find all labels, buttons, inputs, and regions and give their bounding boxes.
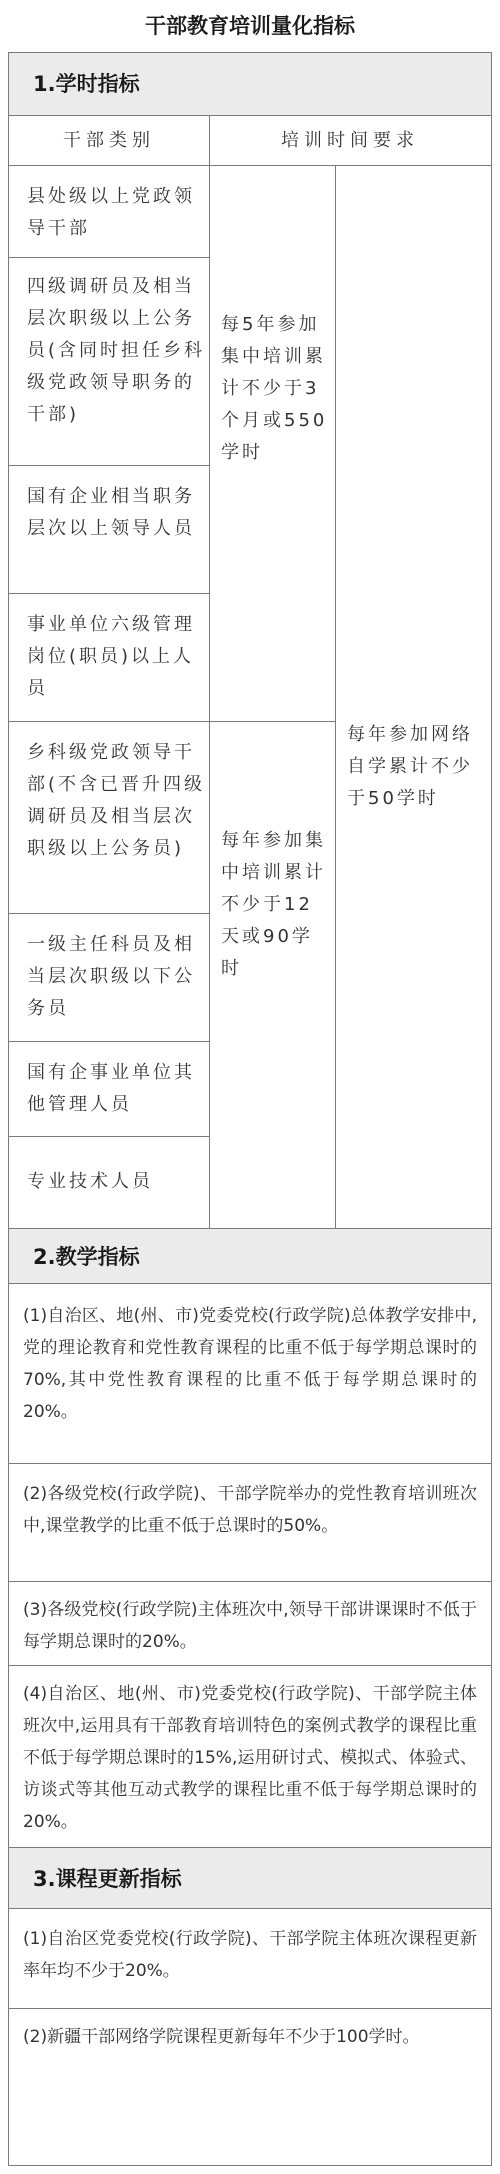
divider [9,1463,491,1464]
divider [9,1041,209,1042]
category-township-leaders: 乡科级党政领导干部(不含已晋升四级调研员及相当层次职级以上公务员) [27,742,206,859]
requirement-online: 每年参加网络自学累计不少于50学时 [347,724,473,809]
section-heading-teaching: 2.教学指标 [9,1228,491,1284]
divider [9,1665,491,1666]
teaching-item-4: (4)自治区、地(州、市)党委党校(行政学院)、干部学院主体班次中,运用具有干部教育培训特色的案例式教学的课程比重不低于每学期总课时的15%,运用研讨式、模拟式、体验式、访谈式等其他互动式教学的课程比重不低于每学期总课时的20%。 [23,1684,477,1832]
category-senior-civil-servants: 四级调研员及相当层次职级以上公务员(含同时担任乡科级党政领导职务的干部) [27,276,206,425]
divider [9,465,209,466]
indicator-table [8,52,492,2166]
course-update-item-2: (2)新疆干部网络学院课程更新每年不少于100学时。 [23,2027,420,2047]
divider [209,116,210,1228]
category-junior-civil-servants: 一级主任科员及相当层次职级以下公务员 [27,934,195,1019]
divider [9,1136,209,1137]
category-other-managers: 国有企事业单位其他管理人员 [27,1062,195,1115]
section-heading-course-update: 3.课程更新指标 [9,1847,491,1909]
divider [335,166,336,1228]
page-title: 干部教育培训量化指标 [145,14,355,38]
requirement-annual: 每年参加集中培训累计不少于12天或90学时 [221,830,326,979]
divider [9,1581,491,1582]
section-heading-hours: 1.学时指标 [9,53,491,116]
divider [9,2008,491,2009]
teaching-item-2: (2)各级党校(行政学院)、干部学院举办的党性教育培训班次中,课堂教学的比重不低于总课时的50%。 [23,1484,477,1536]
divider [9,721,335,722]
column-header-requirement: 培训时间要求 [209,116,491,166]
course-update-item-1: (1)自治区党委党校(行政学院)、干部学院主体班次课程更新率年均不少于20%。 [23,1929,477,1981]
requirement-five-year: 每5年参加集中培训累计不少于3个月或550学时 [221,314,328,463]
category-county-leaders: 县处级以上党政领导干部 [27,186,195,239]
category-technical-staff: 专业技术人员 [27,1171,153,1192]
category-institution-managers: 事业单位六级管理岗位(职员)以上人员 [27,614,195,699]
divider [9,257,209,258]
divider [9,593,209,594]
column-header-category: 干部类别 [9,116,209,166]
category-soe-leaders: 国有企业相当职务层次以上领导人员 [27,486,195,539]
teaching-item-3: (3)各级党校(行政学院)主体班次中,领导干部讲课课时不低于每学期总课时的20%。 [23,1600,477,1652]
teaching-item-1: (1)自治区、地(州、市)党委党校(行政学院)总体教学安排中,党的理论教育和党性教育课程的比重不低于每学期总课时的70%,其中党性教育课程的比重不低于每学期总课时的20%。 [23,1306,477,1422]
divider [9,913,209,914]
